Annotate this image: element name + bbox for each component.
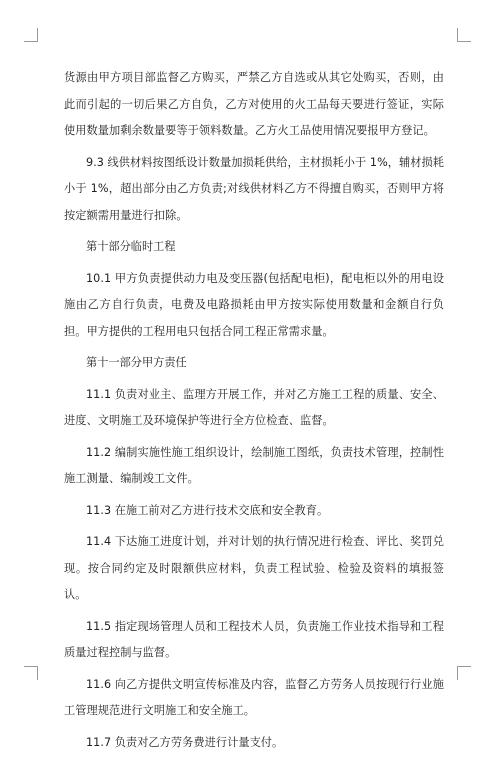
- paragraph-10-1: 10.1 甲方负责提供动力电及变压器(包括配电柜)，配电柜以外的用电设施由乙方自行负责，电费及电路损耗由甲方按实际使用数量和金额自行负担。甲方提供的工程用电只包括合同工程正常需求量。: [64, 271, 444, 338]
- section-heading-part-11: 第十一部分甲方责任: [86, 356, 187, 369]
- paragraph-11-1: 11.1 负责对业主、监理方开展工作，并对乙方施工工程的质量、安全、进度、文明施工及环境保护等进行全方位检查、监督。: [64, 387, 444, 427]
- paragraph-11-5: 11.5 指定现场管理人员和工程技术人员，负责施工作业技术指导和工程质量过程控制与监督。: [64, 619, 444, 659]
- paragraph-continuation: 货源由甲方项目部监督乙方购买，严禁乙方自选或从其它处购买，否则，由此而引起的一切后果乙方自负，乙方对使用的火工品每天要进行签证，实际使用数量加剩余数量要等于领料数量。乙方火工品使用情况要报甲方登记。: [64, 71, 444, 137]
- paragraph-11-3: 11.3 在施工前对乙方进行技术交底和安全教育。: [86, 503, 329, 517]
- paragraph-11-4: 11.4 下达施工进度计划，并对计划的执行情况进行检查、评比、奖罚兑现。按合同约定及时限额供应材料，负责工程试验、检验及资料的填报签认。: [64, 535, 444, 601]
- crop-mark-top-right: [457, 28, 471, 42]
- paragraph-9-3: 9.3 线供材料按图纸设计数量加损耗供给，主材损耗小于 1%，辅材损耗小于 1%，超出部分由乙方负责;对线供材料乙方不得擅自购买，否则甲方将按定额需用量进行扣除。: [64, 155, 444, 222]
- paragraph-11-7: 11.7 负责对乙方劳务费进行计量支付。: [86, 735, 284, 749]
- crop-mark-bottom-left: [24, 666, 38, 680]
- section-heading-part-10: 第十部分临时工程: [86, 240, 176, 253]
- crop-mark-top-left: [24, 28, 38, 42]
- crop-mark-bottom-right: [457, 666, 471, 680]
- document-body: [64, 65, 444, 761]
- paragraph-11-2: 11.2 编制实施性施工组织设计，绘制施工图纸，负责技术管理，控制性施工测量、编制竣工文件。: [64, 445, 444, 485]
- paragraph-11-6: 11.6 向乙方提供文明宣传标准及内容，监督乙方劳务人员按现行行业施工管理规范进行文明施工和安全施工。: [64, 677, 444, 717]
